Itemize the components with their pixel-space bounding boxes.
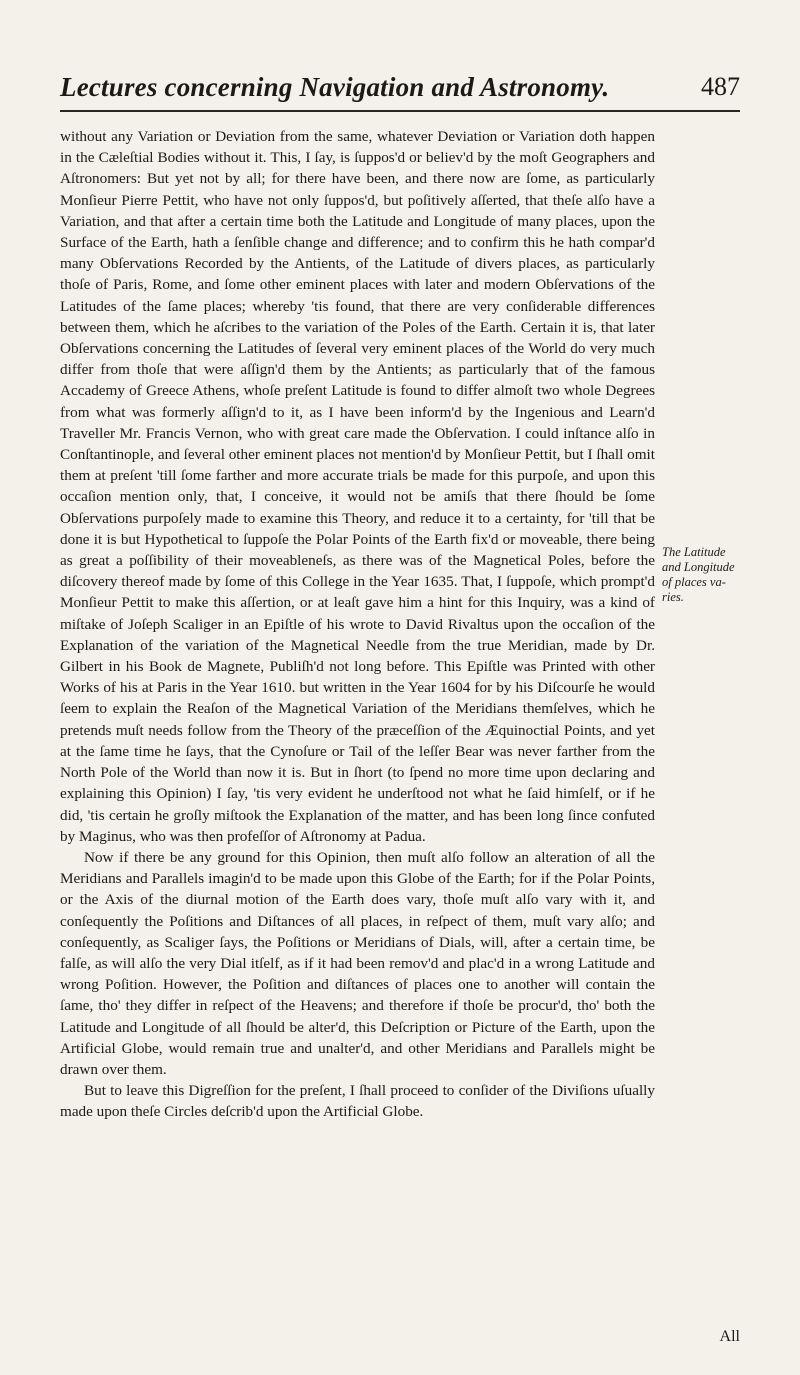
page-header	[60, 70, 740, 112]
page-number: 487	[701, 72, 740, 101]
paragraph-1: without any Variation or Deviation from the same, whatever Deviation or Variation doth happen in the Cæleſtial Bodies without it. This, I ſay, is ſuppos'd or believ'd by the moſt Geographers and Aſtronomers: But yet not by all; for there have been, and there now are ſome, as particularly Monſieur Pierre Pettit, who have not only ſuppos'd, but poſitively aſſerted, that theſe alſo have a Variation, and that after a certain time both the Latitude and Longitude of many places, upon the Surface of the Earth, hath a ſenſible change and difference; and to confirm this he hath compar'd many Obſervations Recorded by the Antients, of the Latitude of divers places, as particularly thoſe of Paris, Rome, and ſome other eminent places with later and modern Obſervations of the Latitudes of the ſame places; whereby 'tis found, that there are very conſiderable differences between them, which he aſcribes to the variation of the Poles of the Earth. Certain it is, that later Obſervations concerning the Latitudes of ſeveral very eminent places of the World do very much differ from thoſe that were aſſign'd them by the Antients; as particularly that of the famous Accademy of Greece Athens, whoſe preſent Latitude is found to differ almoſt two whole Degrees from what was formerly aſſign'd to it, as I have been inform'd by the Ingenious and Learn'd Traveller Mr. Francis Vernon, who with great care made the Obſervation. I could inſtance alſo in Conſtantinople, and ſeveral other eminent places not mention'd by Monſieur Pettit, but I ſhall omit them at preſent 'till ſome farther and more accurate trials be made for this purpoſe, and upon this occaſion mention only, that, I conceive, it would not be amiſs that there ſhould be ſome Obſervations purpoſely made to examine this Theory, and reduce it to a certainty, for 'till that be done it is but Hypothetical to ſuppoſe the Polar Points of the Earth fix'd or moveable, there being as great a poſſibility of their moveableneſs, as there was of the Magnetical Poles, before the diſcovery thereof made by ſome of this College in the Year 1635. That, I ſuppoſe, which prompt'd Monſieur Pettit to make this aſſertion, or at leaſt gave him a hint for this Inquiry, was a kind of miſtake of Joſeph Scaliger in an Epiſtle of his wrote to David Rivaltus upon the occaſion of the Explanation of the variation of the Magnetical Needle from the true Meridian, made by Dr. Gilbert in his Book de Magnete, Publiſh'd not long before. This Epiſtle was Printed with other Works of his at Paris in the Year 1610. but written in the Year 1604 for by his Diſcourſe he would ſeem to explain the Reaſon of the Magnetical Variation of the Meridians themſelves, which he pretends muſt needs follow from the Theory of the præceſſion of the Æquinoctial Points, and yet at the ſame time he ſays, that the Cynoſure or Tail of the leſſer Bear was never farther from the North Pole of the World than now it is. But in ſhort (to ſpend no more time upon declaring and explaining this Opinion) I ſay, 'tis very evident he underſtood not what he ſaid himſelf, or if he did, 'tis certain he groſly miſtook the Explanation of the matter, and has been long ſince confuted by Maginus, who was then profeſſor of Aſtronomy at Padua.	[60, 128, 655, 845]
paragraph-3: But to leave this Digreſſion for the preſent, I ſhall proceed to conſider of the Diviſions uſually made upon theſe Circles deſcrib'd upon the Artificial Globe.	[60, 1082, 655, 1121]
running-title: Lectures concerning Navigation and Astronomy.	[60, 72, 610, 102]
body-text	[60, 126, 655, 1123]
margin-note: The Latitude and Longitude of places va-ries.	[662, 545, 735, 604]
catchword: All	[719, 1328, 740, 1345]
paragraph-2: Now if there be any ground for this Opinion, then muſt alſo follow an alteration of all the Meridians and Parallels imagin'd to be made upon this Globe of the Earth; for if the Polar Points, or the Axis of the diurnal motion of the Earth does vary, thoſe muſt alſo vary with it, and conſequently the Poſitions and Diſtances of all places, in reſpect of them, muſt vary alſo; and conſequently, as Scaliger ſays, the Poſitions or Meridians of Dials, will, after a certain time, be falſe, as will alſo the very Dial itſelf, as if it had been remov'd and plac'd in a wrong Latitude and wrong Poſition. However, the Poſition and diſtances of places one to another will contain the ſame, tho' they differ in reſpect of the Heavens; and therefore if thoſe be procur'd, tho' both the Latitude and Longitude of all ſhould be alter'd, this Deſcription or Picture of the Earth, upon the Artificial Globe, would remain true and unalter'd, and other Meridians and Parallels might be drawn over them.	[60, 848, 655, 1078]
